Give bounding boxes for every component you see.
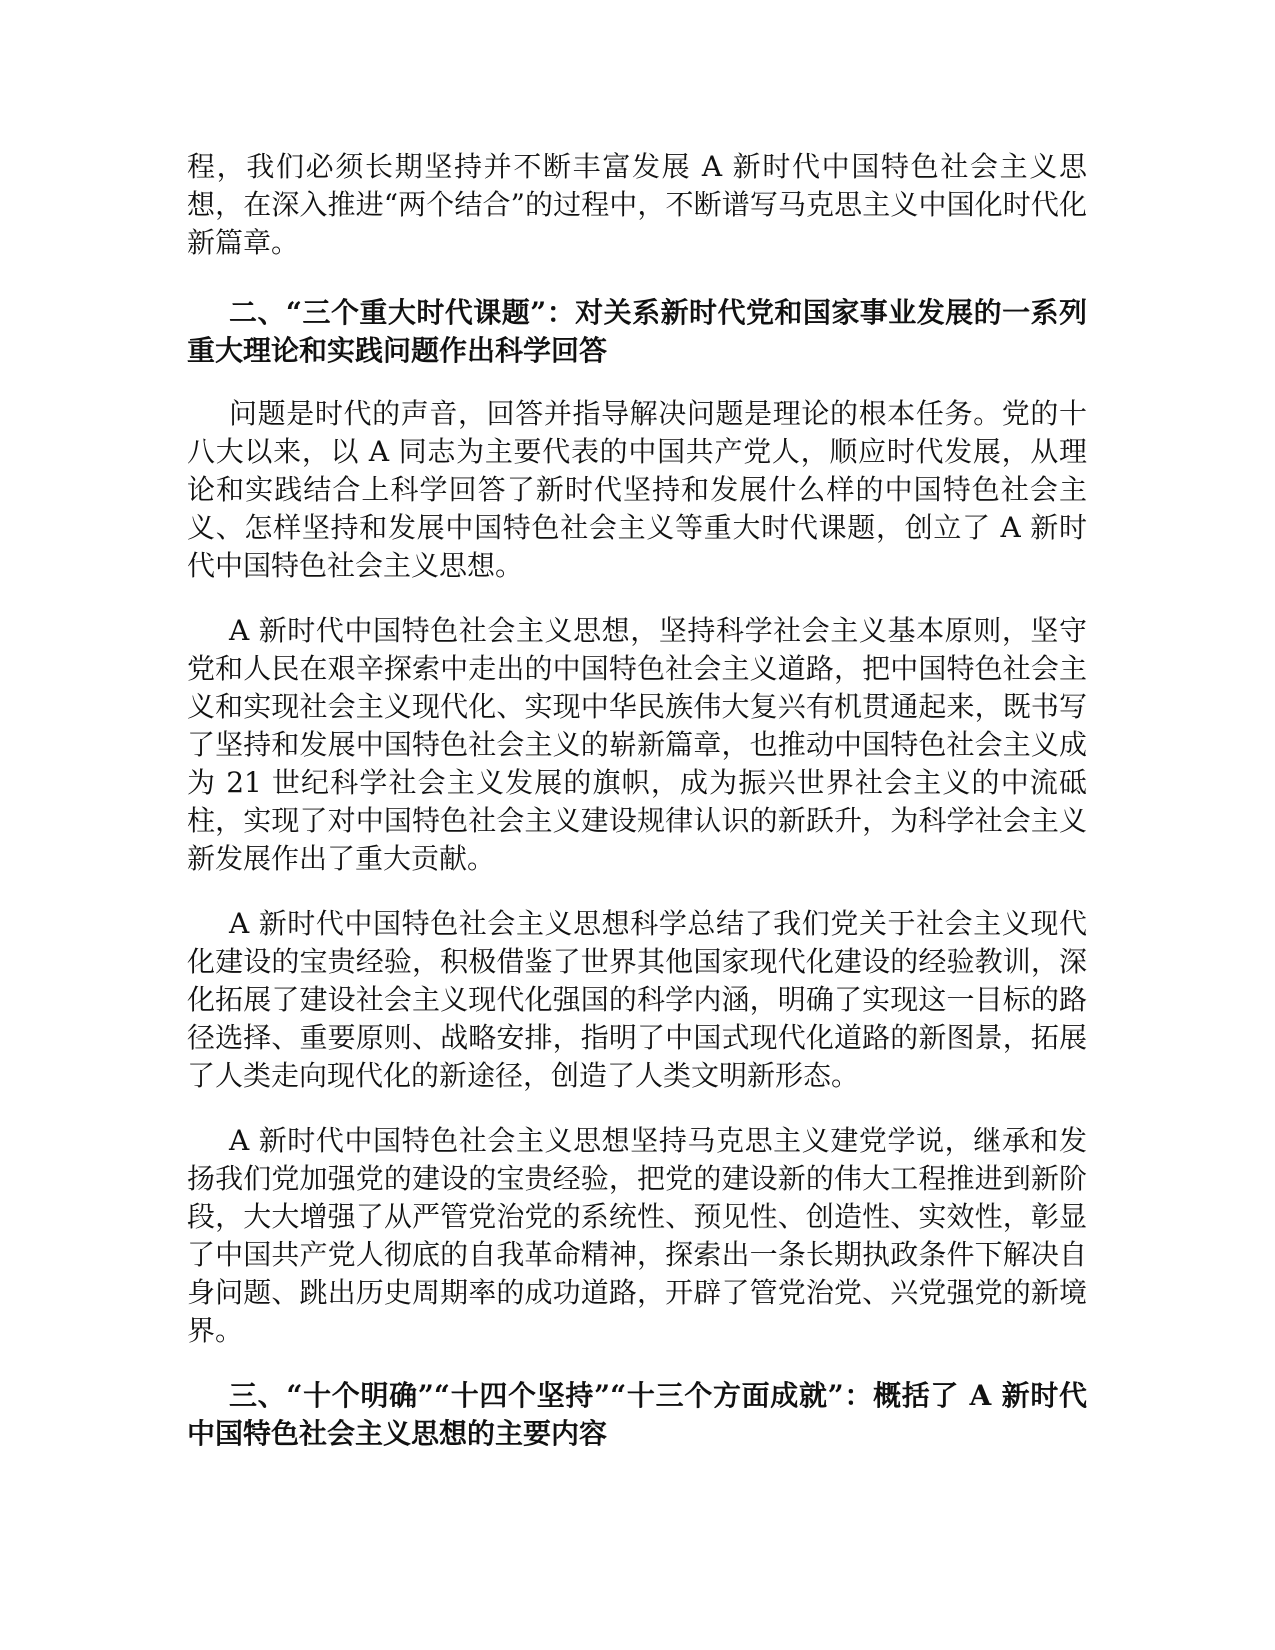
section-heading-2: 二、“三个重大时代课题”：对关系新时代党和国家事业发展的一系列重大理论和实践问题作出科学回答 <box>187 296 1087 367</box>
paragraph-1: 问题是时代的声音，回答并指导解决问题是理论的根本任务。党的十八大以来，以 A 同志为主要代表的中国共产党人，顺应时代发展，从理论和实践结合上科学回答了新时代坚持和发展什么样的中国特色社会主义、怎样坚持和发展中国特色社会主义等重大时代课题，创立了 A 新时代中国特色社会主义思想。 <box>187 397 1087 582</box>
section-heading-3: 三、“十个明确”“十四个坚持”“十三个方面成就”：概括了 A 新时代中国特色社会主义思想的主要内容 <box>187 1379 1087 1450</box>
paragraph-2: A 新时代中国特色社会主义思想，坚持科学社会主义基本原则，坚守党和人民在艰辛探索中走出的中国特色社会主义道路，把中国特色社会主义和实现社会主义现代化、实现中华民族伟大复兴有机贯通起来，既书写了坚持和发展中国特色社会主义的崭新篇章，也推动中国特色社会主义成为 21 世纪科学社会主义发展的旗帜，成为振兴世界社会主义的中流砥柱，实现了对中国特色社会主义建设规律认识的新跃升，为科学社会主义新发展作出了重大贡献。 <box>187 614 1087 875</box>
paragraph-continued: 程，我们必须长期坚持并不断丰富发展 A 新时代中国特色社会主义思想，在深入推进“两个结合”的过程中，不断谱写马克思主义中国化时代化新篇章。 <box>187 150 1087 259</box>
paragraph-4: A 新时代中国特色社会主义思想坚持马克思主义建党学说，继承和发扬我们党加强党的建设的宝贵经验，把党的建设新的伟大工程推进到新阶段，大大增强了从严管党治党的系统性、预见性、创造性、实效性，彰显了中国共产党人彻底的自我革命精神，探索出一条长期执政条件下解决自身问题、跳出历史周期率的成功道路，开辟了管党治党、兴党强党的新境界。 <box>187 1124 1087 1347</box>
paragraph-3: A 新时代中国特色社会主义思想科学总结了我们党关于社会主义现代化建设的宝贵经验，积极借鉴了世界其他国家现代化建设的经验教训，深化拓展了建设社会主义现代化强国的科学内涵，明确了实现这一目标的路径选择、重要原则、战略安排，指明了中国式现代化道路的新图景，拓展了人类走向现代化的新途径，创造了人类文明新形态。 <box>187 907 1087 1092</box>
document-body <box>187 148 1087 1478</box>
